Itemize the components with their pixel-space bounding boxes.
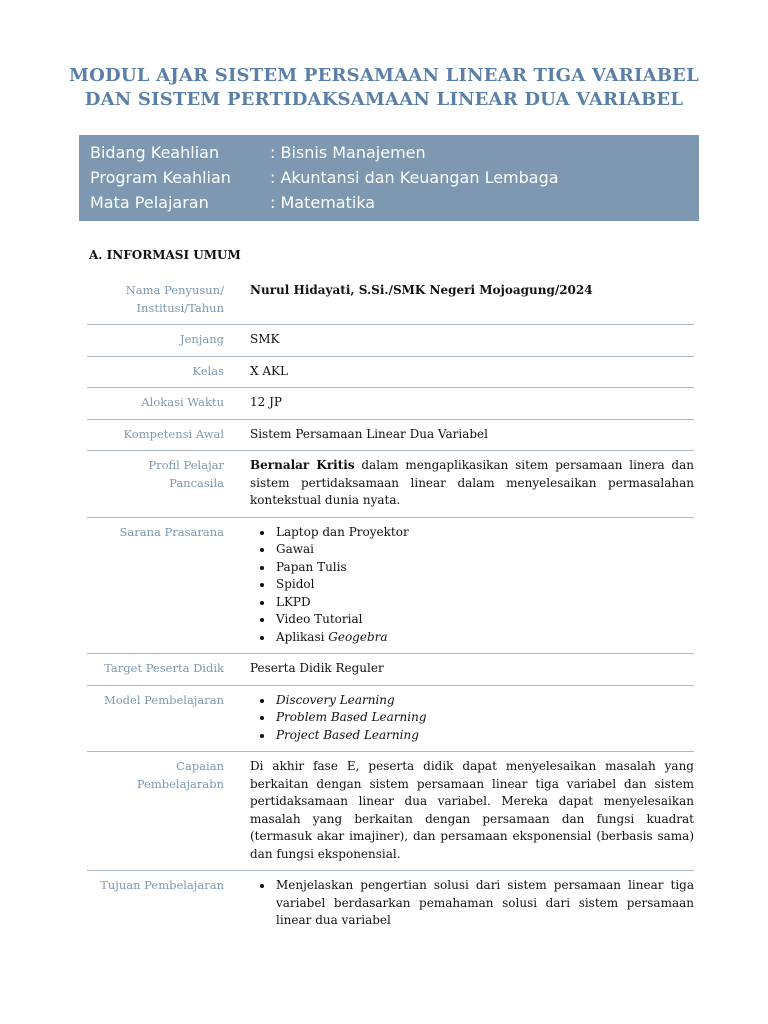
table-row [87, 654, 694, 686]
table-row [87, 388, 694, 420]
banner-label: Program Keahlian [90, 168, 231, 187]
banner-row-mapel [90, 190, 699, 215]
row-key: Kelas [192, 363, 224, 378]
list-item-italic: Geogebra [328, 629, 388, 644]
list-item [274, 629, 694, 647]
profil-text: dalam mengaplikasikan sitem persamaan linera dan sistem pertidaksamaan linear dalam menyelesaikan permasalahan kontekstual dunia nyata. [250, 458, 694, 507]
list-item: • Problem Based Learning [274, 709, 694, 727]
row-value: Nurul Hidayati, S.Si./SMK Negeri Mojoagung/2024 [250, 283, 593, 297]
row-value: Sistem Persamaan Linear Dua Variabel [250, 426, 488, 441]
row-value: SMK [250, 332, 280, 346]
row-key: Jenjang [179, 332, 224, 346]
section-heading: A. INFORMASI UMUM [89, 248, 241, 262]
banner-label: Mata Pelajaran [90, 193, 209, 212]
table-row [87, 517, 694, 654]
tujuan-list [250, 877, 694, 930]
table-row [87, 356, 694, 388]
list-item: • Laptop dan Proyektor [274, 524, 694, 542]
banner-label: Bidang Keahlian [90, 143, 220, 162]
table-row [87, 419, 694, 451]
list-item: • Menjelaskan pengertian solusi dari sistem persamaan linear tiga variabel berdasarkan pemahaman solusi dari sistem persamaan linear dua variabel [274, 877, 694, 930]
table-row [87, 276, 694, 325]
model-list [250, 692, 694, 745]
list-item-text: Aplikasi [276, 629, 329, 644]
key-line: Nama Penyusun/ [125, 283, 224, 297]
list-item: • Papan Tulis [274, 559, 694, 577]
row-key: Alokasi Waktu [141, 395, 224, 409]
sarana-list [250, 524, 694, 647]
row-value [250, 517, 694, 654]
title-line-1: MODUL AJAR SISTEM PERSAMAAN LINEAR TIGA VARIABEL [69, 65, 699, 86]
list-item: • Spidol [274, 576, 694, 594]
list-item: • Video Tutorial [274, 611, 694, 629]
banner-value: : Matematika [270, 193, 376, 212]
row-key: Tujuan Pembelajaran [100, 878, 224, 892]
table-row [87, 752, 694, 871]
table-row [87, 685, 694, 752]
row-value [250, 451, 694, 518]
row-key: Model Pembelajaran [103, 692, 224, 707]
row-value: X AKL [250, 363, 288, 378]
table-row [87, 871, 694, 937]
banner-value: : Akuntansi dan Keuangan Lembaga [270, 168, 559, 187]
title-line-2: DAN SISTEM PERTIDAKSAMAAN LINEAR DUA VARIABEL [84, 89, 684, 110]
banner-value: : Bisnis Manajemen [270, 143, 426, 162]
key-line: Pancasila [169, 475, 224, 490]
list-item: • Project Based Learning [274, 727, 694, 745]
row-key: Target Peserta Didik [104, 661, 224, 675]
row-value: 12 JP [250, 395, 282, 409]
table-row [87, 451, 694, 518]
info-table [87, 276, 694, 937]
row-key [87, 451, 250, 518]
profil-emphasis: Bernalar Kritis [250, 458, 355, 472]
key-line: Profil Pelajar [148, 458, 224, 472]
key-line: Institusi/Tahun [136, 300, 224, 315]
list-item: • Gawai [274, 541, 694, 559]
row-key: Kompetensi Awal [123, 426, 224, 441]
row-value [250, 871, 694, 937]
table-row [87, 325, 694, 357]
list-item: • Discovery Learning [274, 692, 694, 710]
document-title [60, 64, 708, 112]
subject-banner [79, 135, 699, 221]
banner-row-bidang [90, 140, 699, 165]
banner-row-program [90, 165, 699, 190]
row-value: Di akhir fase E, peserta didik dapat menyelesaikan masalah yang berkaitan dengan sistem persamaan linear tiga variabel dan sistem pertidaksamaan linear dua variabel. Mereka dapat menyelesaikan masalah yang berkaitan dengan persamaan dan fungsi kuadrat (termasuk akar imajiner), dan persamaan eksponensial (berbasis sama) dan fungsi eksponensial. [250, 759, 694, 861]
row-value [250, 685, 694, 752]
row-key: Capaian Pembelajarabn [136, 759, 224, 791]
row-key: Sarana Prasarana [119, 524, 224, 539]
row-key [87, 276, 250, 325]
row-value: Peserta Didik Reguler [250, 661, 384, 675]
list-item: • LKPD [274, 594, 694, 612]
